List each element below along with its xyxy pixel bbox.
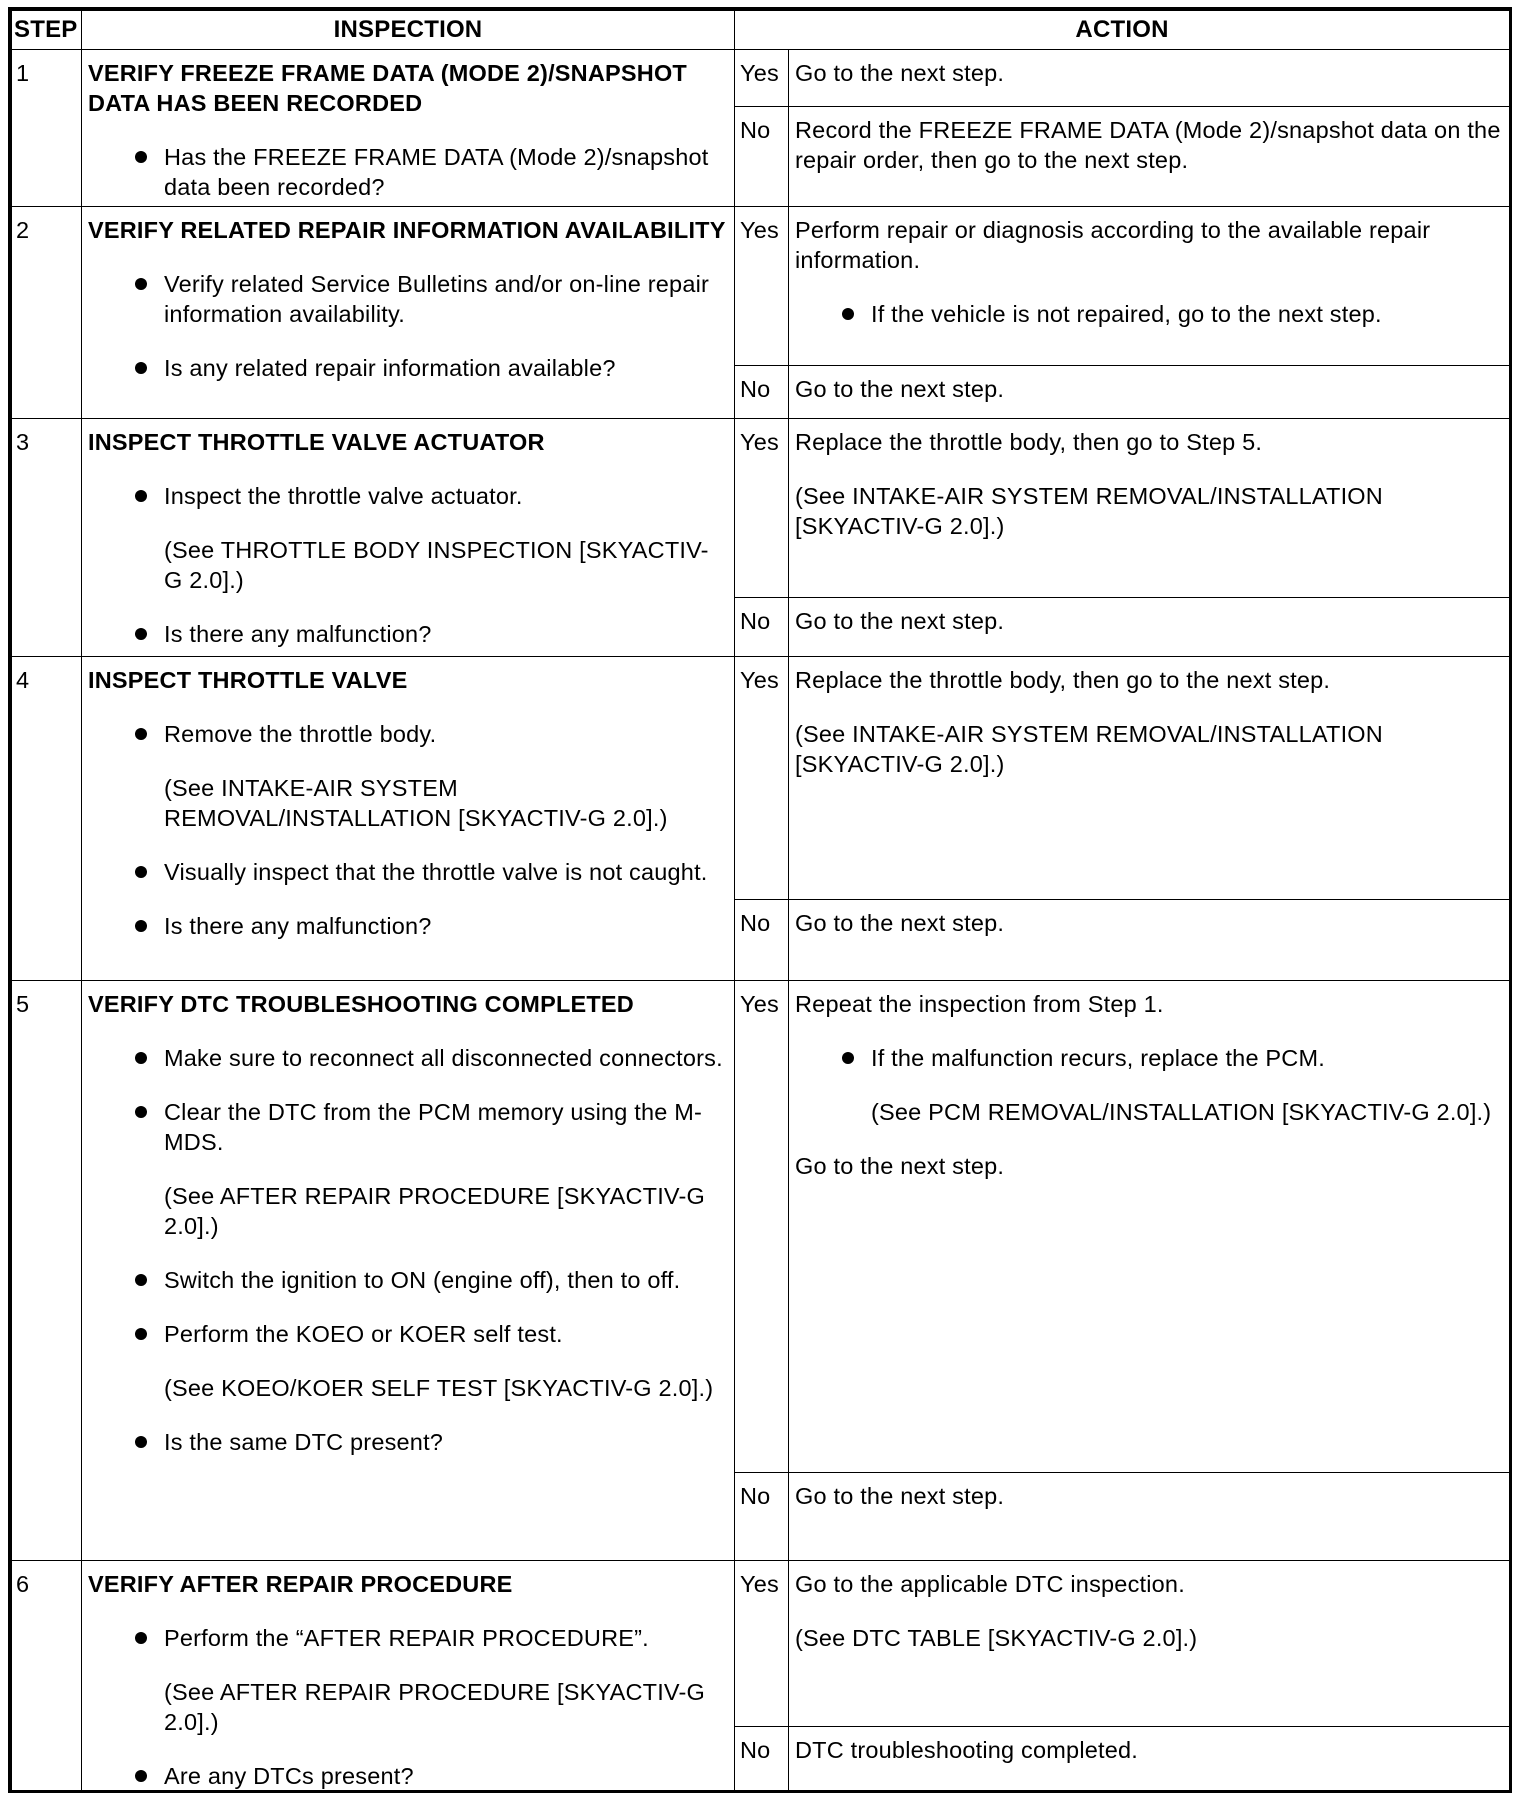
step-number: 3: [12, 419, 82, 657]
yes-action-cell: [789, 419, 1510, 598]
step-title: VERIFY AFTER REPAIR PROCEDURE: [88, 1571, 513, 1597]
no-label: No: [735, 1727, 789, 1792]
step-title: VERIFY FREEZE FRAME DATA (MODE 2)/SNAPSHOT DATA HAS BEEN RECORDED: [88, 60, 687, 116]
yes-reference: (See DTC TABLE [SKYACTIV-G 2.0].): [795, 1625, 1198, 1651]
bullet-item: Is the same DTC present?: [88, 1427, 726, 1457]
step-6-yes-row: [12, 1561, 1510, 1727]
no-action: Go to the next step.: [789, 900, 1510, 981]
yes-action: Go to the applicable DTC inspection.: [795, 1571, 1185, 1597]
yes-label: Yes: [735, 981, 789, 1473]
step-inspection: [82, 1561, 735, 1792]
no-action: Go to the next step.: [789, 366, 1510, 419]
step-inspection: [82, 50, 735, 207]
yes-reference: (See INTAKE-AIR SYSTEM REMOVAL/INSTALLATION [SKYACTIV-G 2.0].): [795, 483, 1383, 539]
reference-note: (See THROTTLE BODY INSPECTION [SKYACTIV-G 2.0].): [164, 537, 709, 593]
bullet-item: Inspect the throttle valve actuator.: [88, 481, 726, 511]
yes-label: Yes: [735, 657, 789, 900]
yes-reference: (See INTAKE-AIR SYSTEM REMOVAL/INSTALLATION [SKYACTIV-G 2.0].): [795, 721, 1383, 777]
step-2-yes-row: [12, 207, 1510, 366]
step-4-yes-row: [12, 657, 1510, 900]
bullet-item: Visually inspect that the throttle valve is not caught.: [88, 857, 726, 887]
reference-note: (See AFTER REPAIR PROCEDURE [SKYACTIV-G 2.0].): [164, 1679, 706, 1735]
no-action: DTC troubleshooting completed.: [789, 1727, 1510, 1792]
header-step: STEP: [12, 11, 82, 50]
step-title: INSPECT THROTTLE VALVE ACTUATOR: [88, 429, 545, 455]
bullet-item: Clear the DTC from the PCM memory using the M-MDS.: [88, 1097, 726, 1157]
step-title: VERIFY DTC TROUBLESHOOTING COMPLETED: [88, 991, 634, 1017]
reference-note: (See AFTER REPAIR PROCEDURE [SKYACTIV-G 2.0].): [164, 1183, 706, 1239]
bullet-item: Is there any malfunction?: [88, 619, 726, 649]
no-action: Go to the next step.: [789, 598, 1510, 657]
header-action: ACTION: [735, 11, 1510, 50]
bullet-item: Make sure to reconnect all disconnected connectors.: [88, 1043, 726, 1073]
yes-action-cell: [789, 1561, 1510, 1727]
step-inspection: [82, 657, 735, 981]
yes-action: Replace the throttle body, then go to Step 5.: [795, 429, 1263, 455]
step-number: 5: [12, 981, 82, 1561]
troubleshooting-table: [11, 10, 1510, 1792]
yes-action-2: Go to the next step.: [795, 1153, 1005, 1179]
yes-label: Yes: [735, 50, 789, 107]
yes-label: Yes: [735, 207, 789, 366]
no-action: Record the FREEZE FRAME DATA (Mode 2)/snapshot data on the repair order, then go to the next step.: [789, 107, 1510, 207]
step-inspection: [82, 207, 735, 419]
yes-label: Yes: [735, 1561, 789, 1727]
reference-note: (See KOEO/KOER SELF TEST [SKYACTIV-G 2.0].): [164, 1375, 714, 1401]
yes-action: Go to the next step.: [789, 50, 1510, 107]
step-inspection: [82, 981, 735, 1561]
yes-reference: (See PCM REMOVAL/INSTALLATION [SKYACTIV-G 2.0].): [871, 1099, 1492, 1125]
bullet-item: Remove the throttle body.: [88, 719, 726, 749]
no-label: No: [735, 366, 789, 419]
no-label: No: [735, 1473, 789, 1561]
no-action: Go to the next step.: [789, 1473, 1510, 1561]
bullet-item: Switch the ignition to ON (engine off), then to off.: [88, 1265, 726, 1295]
bullet-item: Perform the KOEO or KOER self test.: [88, 1319, 726, 1349]
bullet-item: Has the FREEZE FRAME DATA (Mode 2)/snapshot data been recorded?: [88, 142, 726, 202]
yes-action-cell: [789, 657, 1510, 900]
bullet-item: Perform the “AFTER REPAIR PROCEDURE”.: [88, 1623, 726, 1653]
step-inspection: [82, 419, 735, 657]
yes-action: Perform repair or diagnosis according to the available repair information.: [795, 217, 1431, 273]
step-title: VERIFY RELATED REPAIR INFORMATION AVAILABILITY: [88, 217, 726, 243]
troubleshooting-table-frame: [8, 7, 1512, 1793]
bullet-item: Is there any malfunction?: [88, 911, 726, 941]
step-title: INSPECT THROTTLE VALVE: [88, 667, 408, 693]
reference-note: (See INTAKE-AIR SYSTEM REMOVAL/INSTALLATION [SKYACTIV-G 2.0].): [164, 775, 668, 831]
no-label: No: [735, 900, 789, 981]
yes-action-cell: [789, 207, 1510, 366]
no-label: No: [735, 107, 789, 207]
header-row: [12, 11, 1510, 50]
no-label: No: [735, 598, 789, 657]
yes-action: Replace the throttle body, then go to the next step.: [795, 667, 1331, 693]
bullet-item: Verify related Service Bulletins and/or on-line repair information availability.: [88, 269, 726, 329]
header-inspection: INSPECTION: [82, 11, 735, 50]
step-number: 1: [12, 50, 82, 207]
yes-action-cell: [789, 981, 1510, 1473]
step-number: 4: [12, 657, 82, 981]
bullet-item: Is any related repair information available?: [88, 353, 726, 383]
yes-label: Yes: [735, 419, 789, 598]
step-number: 2: [12, 207, 82, 419]
step-3-yes-row: [12, 419, 1510, 598]
step-5-yes-row: [12, 981, 1510, 1473]
step-1-yes-row: [12, 50, 1510, 107]
yes-bullet: If the vehicle is not repaired, go to the next step.: [795, 299, 1503, 329]
bullet-item: Are any DTCs present?: [88, 1761, 726, 1791]
yes-action: Repeat the inspection from Step 1.: [795, 991, 1164, 1017]
yes-bullet: If the malfunction recurs, replace the PCM.: [795, 1043, 1503, 1073]
step-number: 6: [12, 1561, 82, 1792]
